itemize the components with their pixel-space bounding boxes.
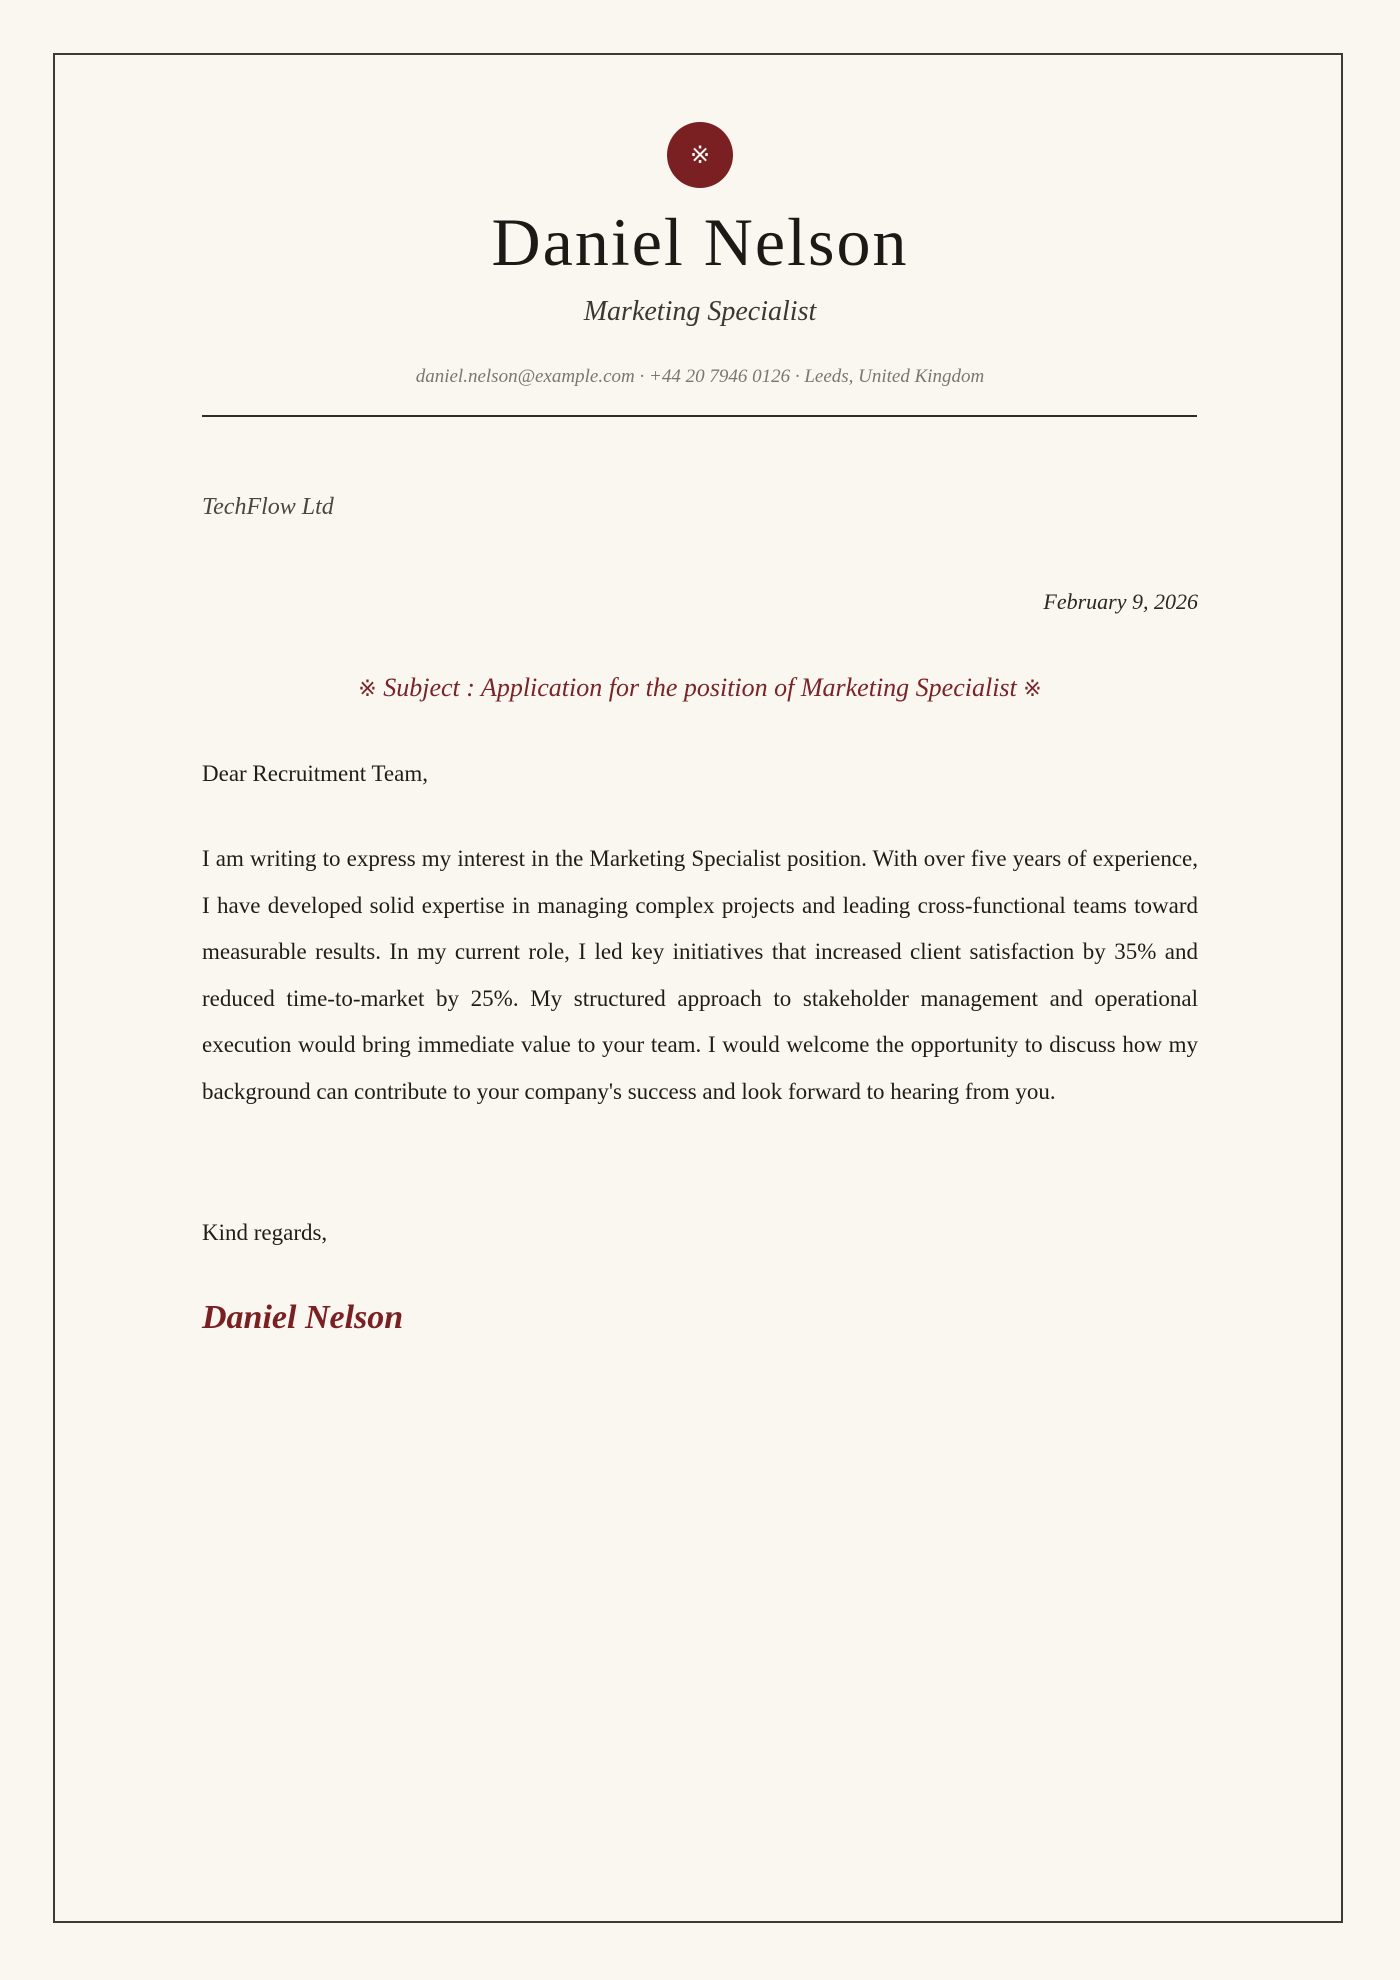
subject-text: Subject : Application for the position of Marketing Specialist <box>383 673 1017 702</box>
recipient-company: TechFlow Ltd <box>202 494 334 520</box>
signature: Daniel Nelson <box>202 1299 404 1336</box>
letter-date: February 9, 2026 <box>1043 589 1198 614</box>
closing: Kind regards, <box>202 1220 328 1245</box>
header-divider <box>202 415 1197 417</box>
applicant-role: Marketing Specialist <box>583 296 817 327</box>
monogram-emblem-icon <box>667 122 733 188</box>
contact-line: daniel.nelson@example.com · +44 20 7946 0126 · Leeds, United Kingdom <box>415 366 985 387</box>
subject-mark-right-icon: ※ <box>1023 677 1042 702</box>
letter-body: I am writing to express my interest in the Marketing Specialist position. With over five years of experience, I have developed solid expertise in managing complex projects and leading cross-functional teams toward measurable results. In my current role, I led key initiatives that increased client satisfaction by 35% and reduced time-to-market by 25%. My structured approach to stakeholder management and operational execution would bring immediate value to your team. I would welcome the opportunity to discuss how my background can contribute to your company's success and look forward to hearing from you. <box>202 846 1198 1104</box>
emblem-glyph: ※ <box>689 141 711 169</box>
salutation: Dear Recruitment Team, <box>202 761 428 786</box>
applicant-name: Daniel Nelson <box>491 204 909 280</box>
subject-line <box>0 668 1400 710</box>
subject-mark-left-icon: ※ <box>358 677 377 702</box>
